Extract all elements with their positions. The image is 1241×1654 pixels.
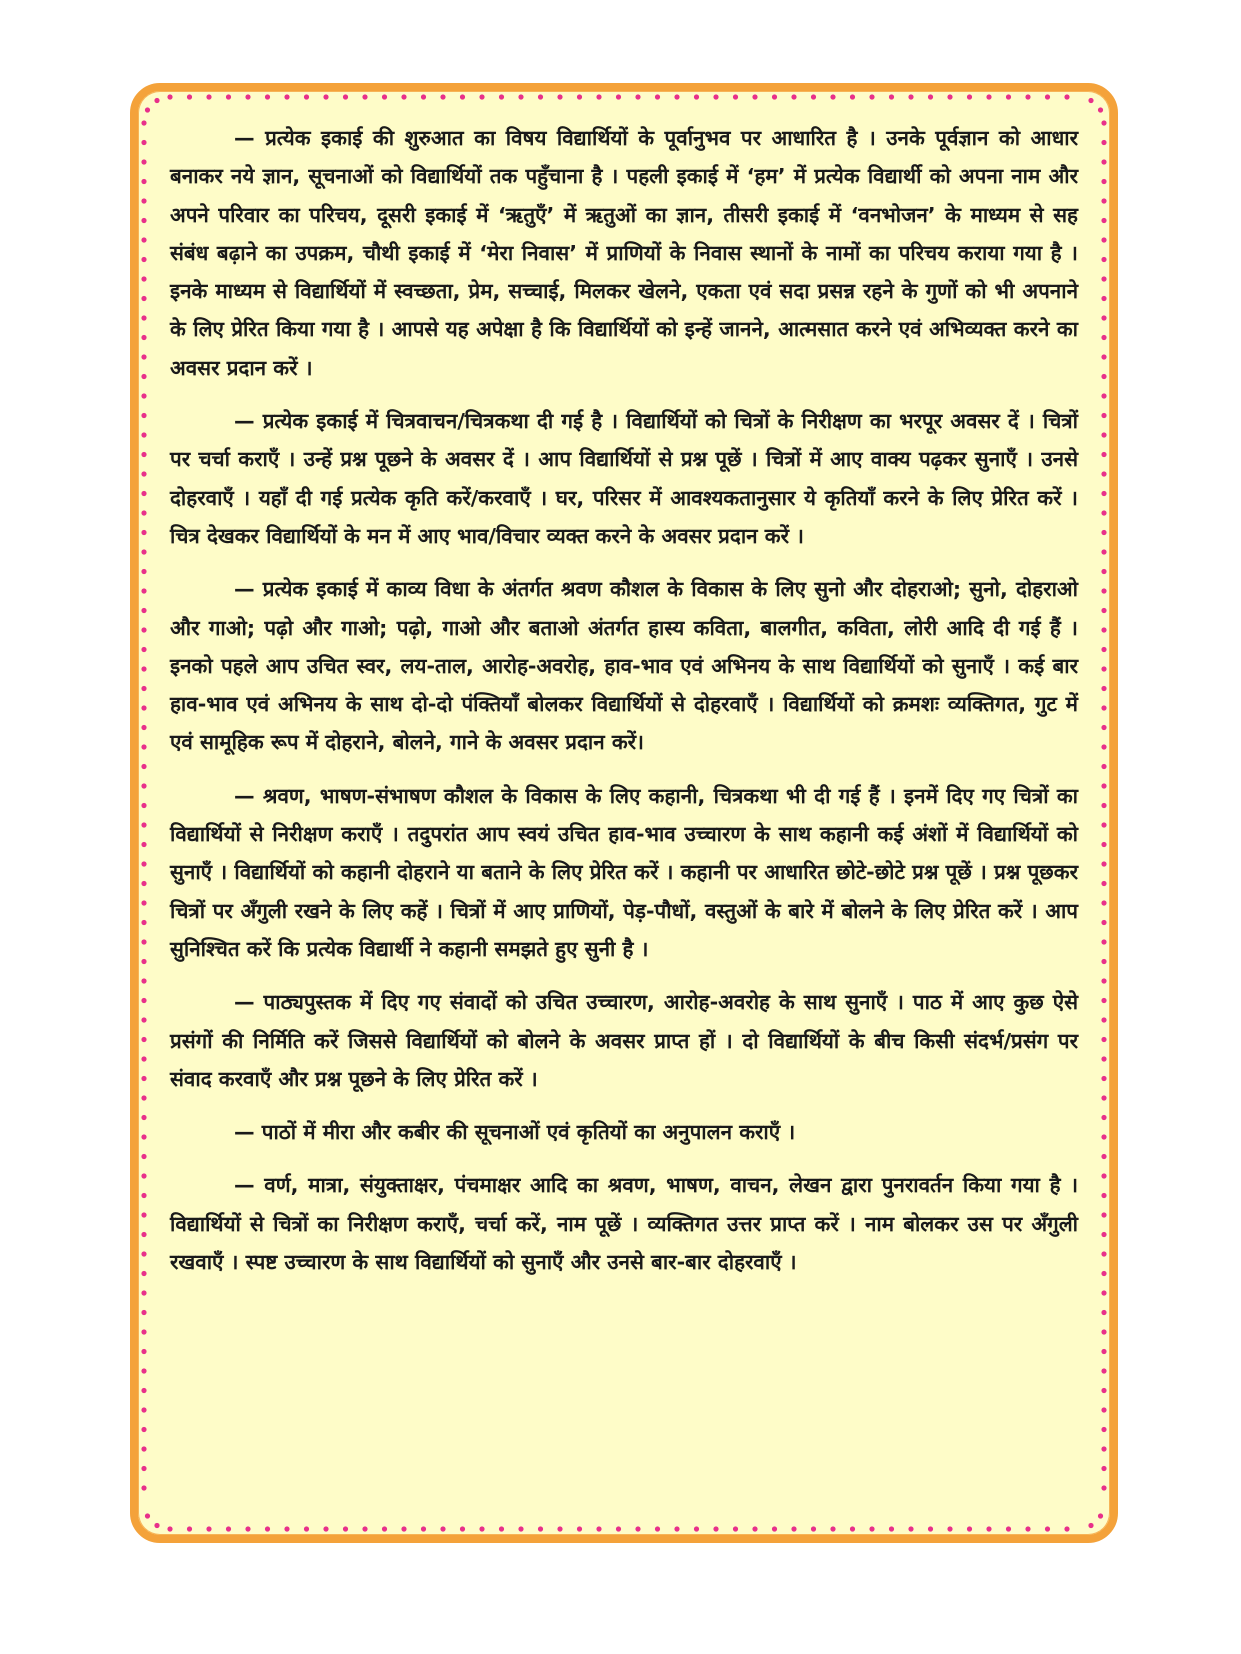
paragraph-picture-reading: — प्रत्येक इकाई में चित्रवाचन/चित्रकथा दी गई है । विद्यार्थियों को चित्रों के निरीक्षण का भरपूर अवसर दें । चित्रों पर चर्चा कराएँ । उन्हें प्रश्न पूछने के अवसर दें । आप विद्यार्थियों से प्रश्न पूछें । चित्रों में आए वाक्य पढ़कर सुनाएँ । उनसे दोहरवाएँ । यहाँ दी गई प्रत्येक कृति करें/करवाएँ । घर, परिसर में आवश्यकतानुसार ये कृतियाँ करने के लिए प्रेरित करें । चित्र देखकर विद्यार्थियों के मन में आए भाव/विचार व्यक्त करने के अवसर प्रदान करें ।: [170, 409, 1078, 548]
guidelines-text: [170, 119, 1078, 1296]
paragraph-poetry-listening: — प्रत्येक इकाई में काव्य विधा के अंतर्गत श्रवण कौशल के विकास के लिए सुनो और दोहराओ; सुनो, दोहराओ और गाओ; पढ़ो और गाओ; पढ़ो, गाओ और बताओ अंतर्गत हास्य कविता, बालगीत, कविता, लोरी आदि दी गई हैं । इनको पहले आप उचित स्वर, लय-ताल, आरोह-अवरोह, हाव-भाव एवं अभिनय के साथ विद्यार्थियों को सुनाएँ । कई बार हाव-भाव एवं अभिनय के साथ दो-दो पंक्तियाँ बोलकर विद्यार्थियों से दोहरवाएँ । विद्यार्थियों को क्रमशः व्यक्तिगत, गुट में एवं सामूहिक रूप में दोहराने, बोलने, गाने के अवसर प्रदान करें।: [170, 577, 1078, 755]
paragraph-unit-introduction: — प्रत्येक इकाई की शुरुआत का विषय विद्यार्थियों के पूर्वानुभव पर आधारित है । उनके पूर्वज्ञान को आधार बनाकर नये ज्ञान, सूचनाओं को विद्यार्थियों तक पहुँचाना है । पहली इकाई में ‘हम’ में प्रत्येक विद्यार्थी को अपना नाम और अपने परिवार का परिचय, दूसरी इकाई में ‘ऋतुएँ’ में ऋतुओं का ज्ञान, तीसरी इकाई में ‘वनभोजन’ के माध्यम से सह संबंध बढ़ाने का उपक्रम, चौथी इकाई में ‘मेरा निवास’ में प्राणियों के निवास स्थानों के नामों का परिचय कराया गया है । इनके माध्यम से विद्यार्थियों में स्वच्छता, प्रेम, सच्चाई, मिलकर खेलने, एकता एवं सदा प्रसन्न रहने के गुणों को भी अपनाने के लिए प्रेरित किया गया है । आपसे यह अपेक्षा है कि विद्यार्थियों को इन्हें जानने, आत्मसात करने एवं अभिव्यक्त करने का अवसर प्रदान करें ।: [170, 126, 1078, 380]
paragraph-dialogues: — पाठ्यपुस्तक में दिए गए संवादों को उचित उच्चारण, आरोह-अवरोह के साथ सुनाएँ । पाठ में आए कुछ ऐसे प्रसंगों की निर्मिति करें जिससे विद्यार्थियों को बोलने के अवसर प्राप्त हों । दो विद्यार्थियों के बीच किसी संदर्भ/प्रसंग पर संवाद करवाएँ और प्रश्न पूछने के लिए प्रेरित करें ।: [170, 990, 1078, 1091]
paragraph-meera-kabir: — पाठों में मीरा और कबीर की सूचनाओं एवं कृतियों का अनुपालन कराएँ ।: [234, 1120, 796, 1145]
paragraph-story-telling: — श्रवण, भाषण-संभाषण कौशल के विकास के लिए कहानी, चित्रकथा भी दी गई हैं । इनमें दिए गए चित्रों का विद्यार्थियों से निरीक्षण कराएँ । तदुपरांत आप स्वयं उचित हाव-भाव उच्चारण के साथ कहानी कई अंशों में विद्यार्थियों को सुनाएँ । विद्यार्थियों को कहानी दोहराने या बताने के लिए प्रेरित करें । कहानी पर आधारित छोटे-छोटे प्रश्न पूछें । प्रश्न पूछकर चित्रों पर अँगुली रखने के लिए कहें । चित्रों में आए प्राणियों, पेड़-पौधों, वस्तुओं के बारे में बोलने के लिए प्रेरित करें । आप सुनिश्चित करें कि प्रत्येक विद्यार्थी ने कहानी समझते हुए सुनी है ।: [170, 783, 1078, 961]
paragraph-letters-revision: — वर्ण, मात्रा, संयुक्ताक्षर, पंचमाक्षर आदि का श्रवण, भाषण, वाचन, लेखन द्वारा पुनरावर्तन किया गया है । विद्यार्थियों से चित्रों का निरीक्षण कराएँ, चर्चा करें, नाम पूछें । व्यक्तिगत उत्तर प्राप्त करें । नाम बोलकर उस पर अँगुली रखवाएँ । स्पष्ट उच्चारण के साथ विद्यार्थियों को सुनाएँ और उनसे बार-बार दोहरवाएँ ।: [170, 1173, 1078, 1275]
decorative-page-frame: [130, 83, 1118, 1543]
